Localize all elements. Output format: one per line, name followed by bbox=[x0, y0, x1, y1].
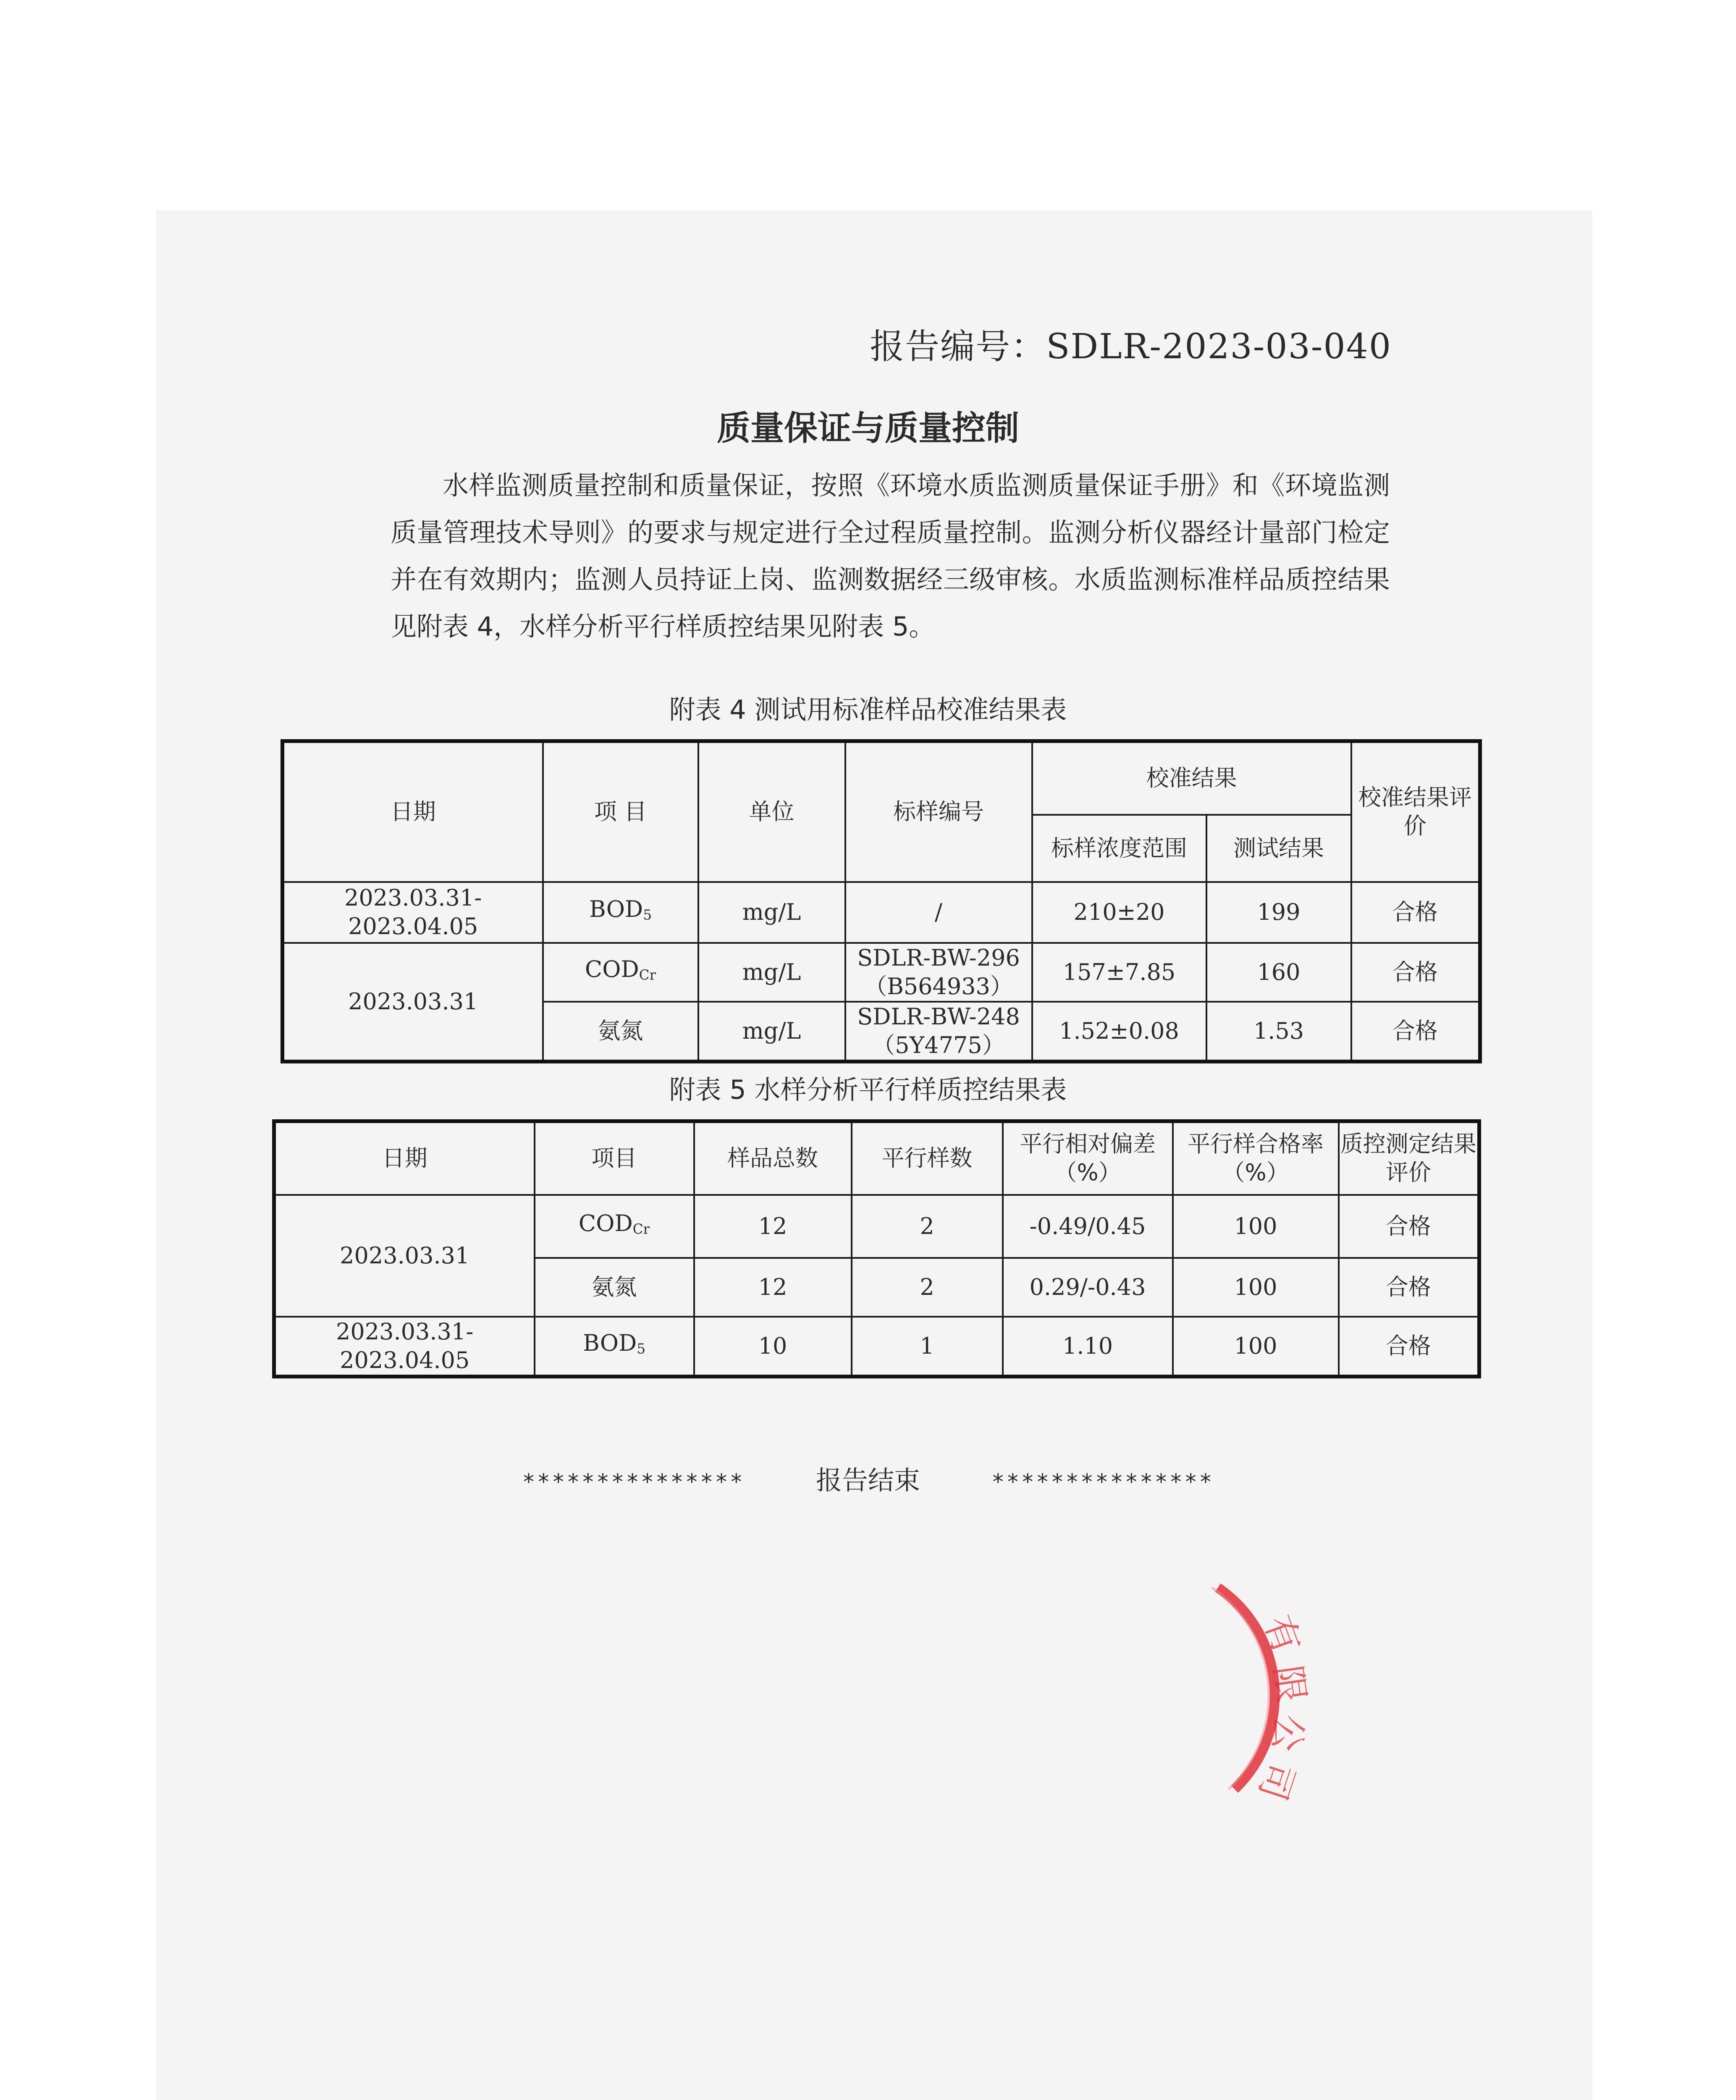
t4-header-calib-result: 校准结果 bbox=[1032, 741, 1351, 815]
cell-rate: 100 bbox=[1173, 1195, 1339, 1258]
t4-header-evaluation: 校准结果评价 bbox=[1351, 741, 1480, 882]
table5-caption: 附表 5 水样分析平行样质控结果表 bbox=[669, 1074, 1067, 1105]
t5-header-total: 样品总数 bbox=[694, 1121, 852, 1195]
report-end-text: 报告结束 bbox=[816, 1465, 920, 1496]
cell-eval: 合格 bbox=[1339, 1317, 1479, 1377]
cell-eval: 合格 bbox=[1351, 943, 1480, 1002]
svg-text:司: 司 bbox=[1250, 1757, 1303, 1806]
cell-parallel: 2 bbox=[852, 1258, 1003, 1317]
cell-dev: 0.29/-0.43 bbox=[1003, 1258, 1173, 1317]
cell-item: $COD_{Cr}$ bbox=[535, 1195, 694, 1258]
t5-header-item: 项目 bbox=[535, 1121, 694, 1195]
cell-parallel: 1 bbox=[852, 1317, 1003, 1377]
cell-date: 2023.03.31 bbox=[274, 1195, 535, 1317]
cell-eval: 合格 bbox=[1339, 1195, 1479, 1258]
cell-total: 12 bbox=[694, 1195, 852, 1258]
cell-range: 157±7.85 bbox=[1032, 943, 1206, 1002]
cell-sample-no: / bbox=[845, 882, 1032, 943]
t4-header-date: 日期 bbox=[283, 741, 543, 882]
t4-header-sample-no: 标样编号 bbox=[845, 741, 1032, 882]
cell-result: 1.53 bbox=[1206, 1002, 1351, 1062]
cell-sample-no: SDLR-BW-296 （B564933） bbox=[845, 943, 1032, 1002]
table4-caption: 附表 4 测试用标准样品校准结果表 bbox=[669, 694, 1067, 725]
cell-item: 氨氮 bbox=[535, 1258, 694, 1317]
t4-header-std-range: 标样浓度范围 bbox=[1032, 815, 1206, 882]
cell-unit: mg/L bbox=[698, 943, 845, 1002]
svg-text:有: 有 bbox=[1256, 1609, 1309, 1659]
cell-date: 2023.03.31-2023.04.05 bbox=[274, 1317, 535, 1377]
t5-header-pass-rate: 平行样合格率（%） bbox=[1173, 1121, 1339, 1195]
t4-header-item: 项 目 bbox=[543, 741, 698, 882]
cell-item: 氨氮 bbox=[543, 1002, 698, 1062]
cell-total: 10 bbox=[694, 1317, 852, 1377]
t5-header-rel-dev: 平行相对偏差（%） bbox=[1003, 1121, 1173, 1195]
svg-text:限: 限 bbox=[1266, 1662, 1314, 1706]
report-end-line bbox=[0, 1460, 1736, 1497]
company-seal-stamp bbox=[1201, 1554, 1436, 1823]
cell-eval: 合格 bbox=[1339, 1258, 1479, 1317]
t4-header-unit: 单位 bbox=[698, 741, 845, 882]
svg-text:公: 公 bbox=[1264, 1713, 1311, 1754]
cell-dev: -0.49/0.45 bbox=[1003, 1195, 1173, 1258]
stars-left: *************** bbox=[522, 1470, 745, 1495]
t5-header-qc-eval: 质控测定结果评价 bbox=[1339, 1121, 1479, 1195]
intro-paragraph: 水样监测质量控制和质量保证，按照《环境水质监测质量保证手册》和《环境监测质量管理技术导则》的要求与规定进行全过程质量控制。监测分析仪器经计量部门检定并在有效期内；监测人员持证上岗、监测数据经三级审核。水质监测标准样品质控结果见附表 4，水样分析平行样质控结果见附表 5。 bbox=[391, 470, 1390, 642]
cell-item: $BOD_5$ bbox=[535, 1317, 694, 1377]
cell-date: 2023.03.31-2023.04.05 bbox=[283, 882, 543, 943]
cell-item: $COD_{Cr}$ bbox=[543, 943, 698, 1002]
cell-eval: 合格 bbox=[1351, 1002, 1480, 1062]
cell-unit: mg/L bbox=[698, 882, 845, 943]
cell-total: 12 bbox=[694, 1258, 852, 1317]
page-title: 质量保证与质量控制 bbox=[717, 409, 1019, 448]
t4-header-test-result: 测试结果 bbox=[1206, 815, 1351, 882]
cell-parallel: 2 bbox=[852, 1195, 1003, 1258]
stars-right: *************** bbox=[991, 1470, 1214, 1495]
t5-header-date: 日期 bbox=[274, 1121, 535, 1195]
cell-result: 199 bbox=[1206, 882, 1351, 943]
cell-range: 210±20 bbox=[1032, 882, 1206, 943]
cell-dev: 1.10 bbox=[1003, 1317, 1173, 1377]
table-row bbox=[283, 882, 1480, 943]
table5-parallel-sample-qc bbox=[272, 1119, 1481, 1378]
cell-range: 1.52±0.08 bbox=[1032, 1002, 1206, 1062]
cell-sample-no: SDLR-BW-248 （5Y4775） bbox=[845, 1002, 1032, 1062]
cell-item: $BOD_5$ bbox=[543, 882, 698, 943]
cell-rate: 100 bbox=[1173, 1258, 1339, 1317]
table-row bbox=[274, 1317, 1479, 1377]
table-row bbox=[274, 1195, 1479, 1258]
cell-rate: 100 bbox=[1173, 1317, 1339, 1377]
table-row bbox=[283, 943, 1480, 1002]
cell-eval: 合格 bbox=[1351, 882, 1480, 943]
table4-standard-sample-calibration bbox=[281, 739, 1482, 1063]
cell-result: 160 bbox=[1206, 943, 1351, 1002]
report-number: 报告编号：SDLR-2023-03-040 bbox=[870, 327, 1392, 367]
cell-unit: mg/L bbox=[698, 1002, 845, 1062]
cell-date: 2023.03.31 bbox=[283, 943, 543, 1062]
t5-header-parallel: 平行样数 bbox=[852, 1121, 1003, 1195]
